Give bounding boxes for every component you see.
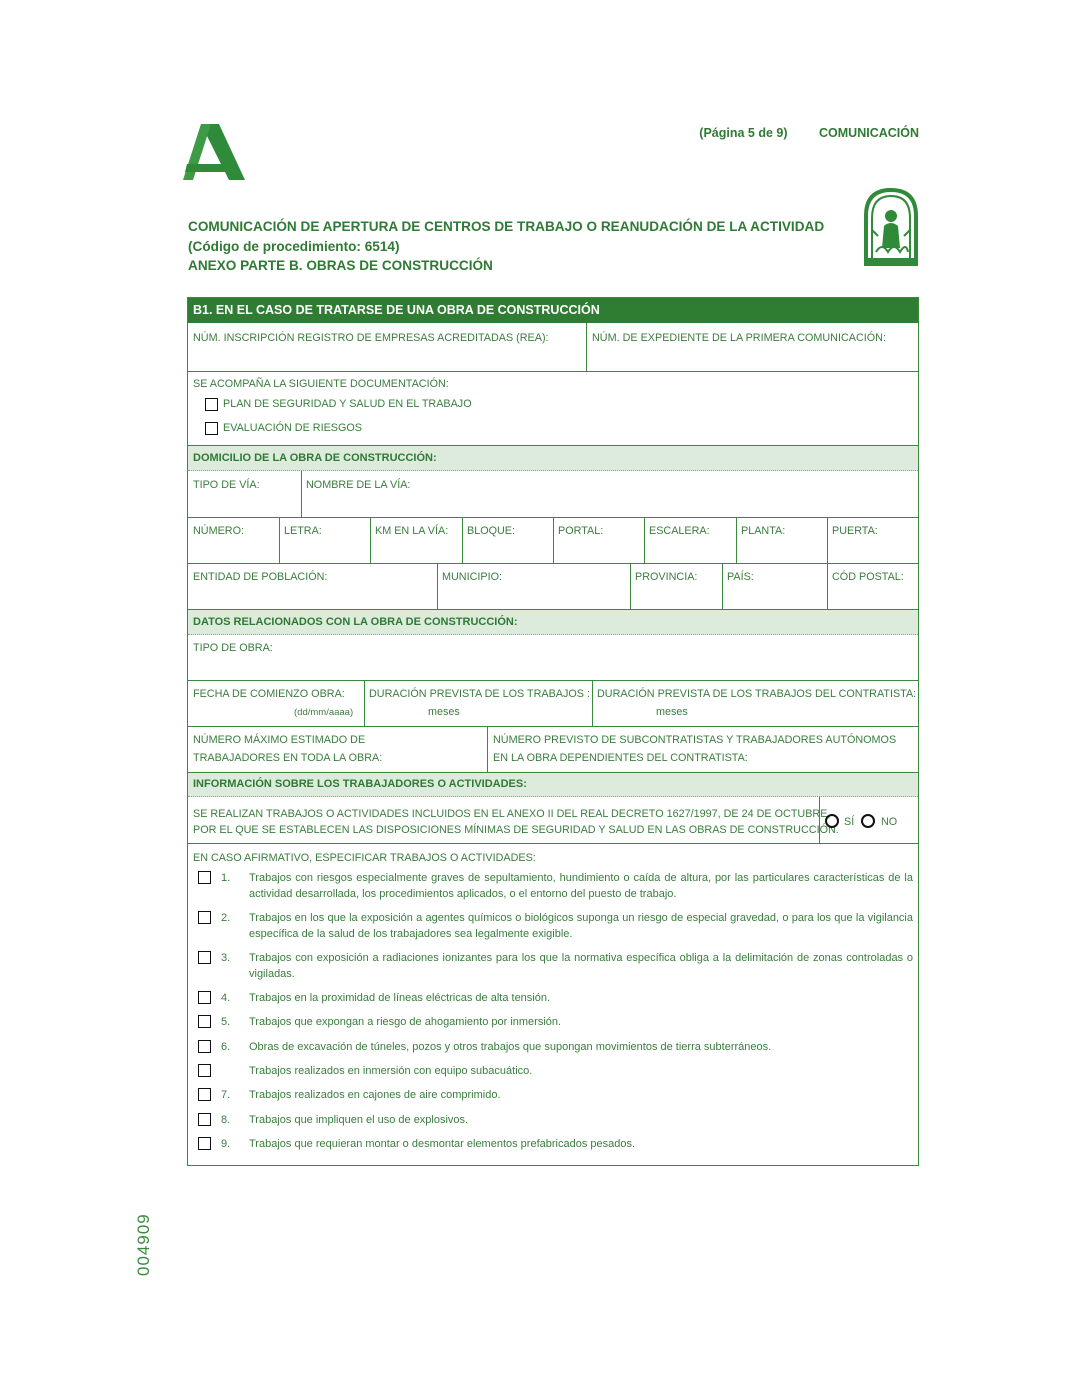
- actividad-number: 7.: [221, 1089, 231, 1101]
- anexo-question-line1: SE REALIZAN TRABAJOS O ACTIVIDADES INCLUIDOS EN EL ANEXO II DEL REAL DECRETO 1627/1997, DE 24 DE OCTUBRE,: [193, 808, 831, 820]
- numero-label: NÚMERO:: [193, 525, 244, 537]
- actividad-text: Trabajos que expongan a riesgo de ahogamiento por inmersión.: [249, 1016, 562, 1028]
- evaluacion-riesgos-label: EVALUACIÓN DE RIESGOS: [223, 422, 362, 434]
- actividad-number: 6.: [221, 1041, 231, 1053]
- max-trabajadores-line1: NÚMERO MÁXIMO ESTIMADO DE: [193, 734, 366, 746]
- datos-obra-heading: DATOS RELACIONADOS CON LA OBRA DE CONSTRUCCIÓN:: [188, 610, 918, 635]
- nombre-via-label: NOMBRE DE LA VÍA:: [306, 479, 411, 491]
- actividad-checkbox[interactable]: [198, 1040, 211, 1053]
- rea-label: NÚM. INSCRIPCIÓN REGISTRO DE EMPRESAS ACREDITADAS (REA):: [193, 332, 549, 344]
- planta-label: PLANTA:: [741, 525, 786, 537]
- entidad-label: ENTIDAD DE POBLACIÓN:: [193, 571, 328, 583]
- cod-postal-label: CÓD POSTAL:: [832, 571, 904, 583]
- km-label: KM EN LA VÍA:: [375, 525, 449, 537]
- actividad-number: 5.: [221, 1016, 231, 1028]
- document-title: [188, 217, 824, 276]
- title-line-3: ANEXO PARTE B. OBRAS DE CONSTRUCCIÓN: [188, 258, 493, 273]
- actividad-checkbox[interactable]: [198, 871, 211, 884]
- duracion-contratista-unit: meses: [656, 706, 688, 718]
- puerta-label: PUERTA:: [832, 525, 878, 537]
- no-label: NO: [881, 816, 898, 828]
- actividad-checkbox[interactable]: [198, 911, 211, 924]
- subcontratistas-line2: EN LA OBRA DEPENDIENTES DEL CONTRATISTA:: [493, 752, 748, 764]
- provincia-label: PROVINCIA:: [635, 571, 698, 583]
- actividad-text: Trabajos que impliquen el uso de explosivos.: [249, 1114, 469, 1126]
- actividad-checkbox[interactable]: [198, 991, 211, 1004]
- pais-label: PAÍS:: [727, 571, 754, 583]
- escalera-label: ESCALERA:: [649, 525, 710, 537]
- evaluacion-riesgos-checkbox[interactable]: [205, 422, 218, 435]
- plan-seguridad-checkbox[interactable]: [205, 398, 218, 411]
- si-radio[interactable]: [825, 814, 839, 828]
- actividad-checkbox[interactable]: [198, 1113, 211, 1126]
- duracion-label: DURACIÓN PREVISTA DE LOS TRABAJOS :: [369, 688, 590, 700]
- actividad-number: 4.: [221, 992, 231, 1004]
- actividad-number: 3.: [221, 952, 231, 964]
- actividad-text: Trabajos en la proximidad de líneas eléctricas de alta tensión.: [249, 992, 551, 1004]
- no-radio[interactable]: [861, 814, 875, 828]
- document-type: COMUNICACIÓN: [819, 126, 919, 140]
- actividad-text: Trabajos con exposición a radiaciones ionizantes para los que la normativa específica obliga a la delimitación de zonas controladas o vigiladas.: [249, 952, 913, 980]
- domicilio-heading: DOMICILIO DE LA OBRA DE CONSTRUCCIÓN:: [188, 446, 918, 471]
- page-header: [699, 126, 919, 140]
- tipo-obra-label: TIPO DE OBRA:: [193, 642, 273, 654]
- letra-label: LETRA:: [284, 525, 322, 537]
- duracion-unit: meses: [428, 706, 460, 718]
- actividad-text: Trabajos realizados en inmersión con equipo subacuático.: [249, 1065, 533, 1077]
- actividad-text: Trabajos con riesgos especialmente graves de sepultamiento, hundimiento o caída de altura, por las particulares características de la actividad desarrollada, los procedimientos aplicados, o el entorno del puesto de trabajo.: [249, 872, 913, 900]
- informacion-heading: INFORMACIÓN SOBRE LOS TRABAJADORES O ACTIVIDADES:: [188, 773, 918, 797]
- actividad-text: Trabajos en los que la exposición a agentes químicos o biológicos suponga un riesgo de especial gravedad, o para los que la vigilancia específica de la salud de los trabajadores sea legalmente exigible.: [249, 912, 913, 940]
- subcontratistas-line1: NÚMERO PREVISTO DE SUBCONTRATISTAS Y TRABAJADORES AUTÓNOMOS: [493, 734, 897, 746]
- title-line-1: COMUNICACIÓN DE APERTURA DE CENTROS DE TRABAJO O REANUDACIÓN DE LA ACTIVIDAD: [188, 219, 825, 234]
- form-section-b1: [187, 297, 919, 1166]
- actividad-number: 9.: [221, 1138, 231, 1150]
- actividad-checkbox[interactable]: [198, 1015, 211, 1028]
- actividad-checkbox[interactable]: [198, 951, 211, 964]
- side-document-code: 004909: [134, 1213, 153, 1276]
- documentation-label: SE ACOMPAÑA LA SIGUIENTE DOCUMENTACIÓN:: [193, 378, 449, 390]
- actividad-number: 2.: [221, 912, 231, 924]
- especificar-label: EN CASO AFIRMATIVO, ESPECIFICAR TRABAJOS O ACTIVIDADES:: [193, 852, 536, 864]
- municipio-label: MUNICIPIO:: [442, 571, 502, 583]
- junta-andalucia-logo: [183, 124, 245, 180]
- expediente-label: NÚM. DE EXPEDIENTE DE LA PRIMERA COMUNICACIÓN:: [592, 332, 886, 344]
- tipo-via-label: TIPO DE VÍA:: [193, 479, 260, 491]
- fecha-format-hint: (dd/mm/aaaa): [294, 707, 354, 718]
- actividad-text: Trabajos que requieran montar o desmontar elementos prefabricados pesados.: [249, 1138, 636, 1150]
- bloque-label: BLOQUE:: [467, 525, 516, 537]
- title-line-2: (Código de procedimiento: 6514): [188, 238, 400, 254]
- page-number: (Página 5 de 9): [699, 126, 788, 140]
- actividad-checkbox[interactable]: [198, 1137, 211, 1150]
- coat-of-arms-emblem: [862, 186, 920, 268]
- fecha-comienzo-label: FECHA DE COMIENZO OBRA:: [193, 688, 345, 700]
- portal-label: PORTAL:: [558, 525, 604, 537]
- duracion-contratista-label: DURACIÓN PREVISTA DE LOS TRABAJOS DEL CONTRATISTA:: [597, 688, 917, 700]
- actividad-text: Trabajos realizados en cajones de aire comprimido.: [249, 1089, 501, 1101]
- actividad-checkbox[interactable]: [198, 1064, 211, 1077]
- anexo-question-line2: POR EL QUE SE ESTABLECEN LAS DISPOSICIONES MÍNIMAS DE SEGURIDAD Y SALUD EN LAS OBRAS DE CONSTRUCCIÓN.: [193, 824, 839, 836]
- plan-seguridad-label: PLAN DE SEGURIDAD Y SALUD EN EL TRABAJO: [223, 398, 472, 410]
- section-b1-heading: B1. EN EL CASO DE TRATARSE DE UNA OBRA DE CONSTRUCCIÓN: [188, 298, 918, 323]
- si-label: SÍ: [844, 816, 855, 828]
- actividad-number: 1.: [221, 872, 231, 884]
- actividad-checkbox[interactable]: [198, 1088, 211, 1101]
- actividad-text: Obras de excavación de túneles, pozos y otros trabajos que supongan movimientos de tierra subterráneos.: [249, 1041, 772, 1053]
- max-trabajadores-line2: TRABAJADORES EN TODA LA OBRA:: [193, 752, 383, 764]
- actividad-number: 8.: [221, 1114, 231, 1126]
